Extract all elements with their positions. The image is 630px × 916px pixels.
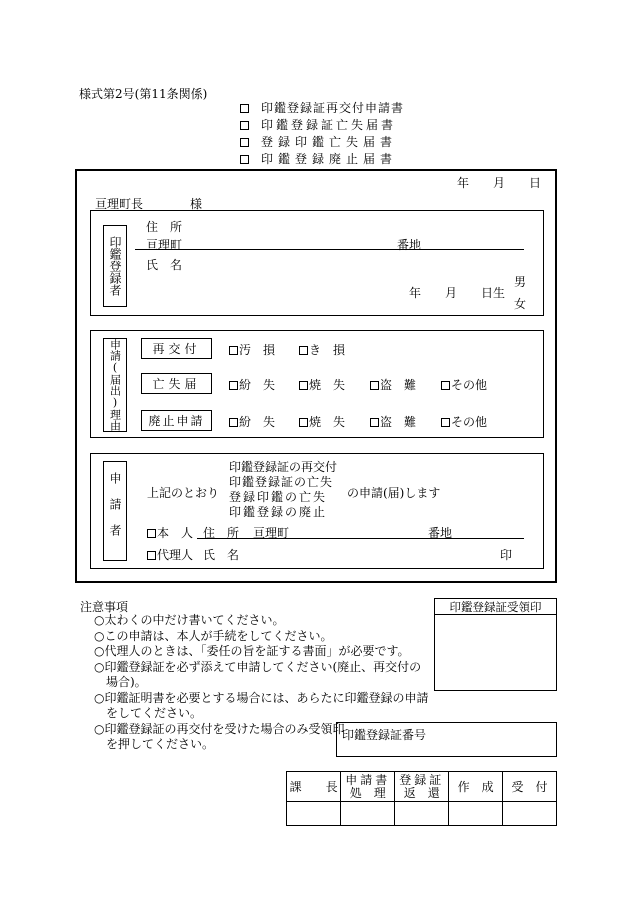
applicant-name-label: 氏 名 [203,548,240,562]
note-item: ○印鑑登録証の再交付を受けた場合のみ受領印を押してください。 [94,721,345,751]
applicant-address-label: 住 所 [203,526,240,540]
reason-option[interactable]: 焼 失 [299,413,345,430]
seal-mark: 印 [500,548,513,562]
reason-option[interactable]: その他 [441,376,487,393]
sama-label: 様 [190,197,203,211]
birth-day: 日生 [481,286,506,300]
registrant-address-label: 住 所 [146,220,183,234]
office-receive-header: 受 付 [503,772,557,802]
checkbox[interactable] [299,381,308,390]
self-option[interactable]: 本 人 [147,524,193,541]
checkbox[interactable] [441,418,450,427]
form-type-abolish[interactable]: 印鑑登録廃止届書 [240,151,404,168]
applicant-address-line[interactable] [197,538,524,539]
reason-option[interactable]: 盗 難 [370,376,416,393]
registrant-address-line[interactable] [135,249,524,250]
mayor-label: 亘理町長 [95,197,144,211]
office-process-header: 申請書 処 理 [341,772,395,802]
office-use-table [286,771,557,826]
reason-type-reissue: 再交付 [141,338,212,359]
form-type-seal-lost[interactable]: 登録印鑑亡失届書 [240,134,404,151]
reason-type-abolish: 廃止申請 [141,410,212,431]
date-day: 日 [529,176,542,190]
reason-type-lost: 亡失届 [141,373,212,394]
office-stamp-cell[interactable] [449,802,503,826]
checkbox[interactable] [229,346,238,355]
reason-label: 申請(届出)理由 [103,338,127,432]
reason-option[interactable]: 焼 失 [299,376,345,393]
sex-male[interactable]: 男 [514,275,527,289]
applicant-label: 申請者 [103,461,127,561]
form-type-reissue[interactable]: 印鑑登録証再交付申請書 [240,100,404,117]
reason-option[interactable]: 紛 失 [229,376,275,393]
checkbox[interactable] [147,529,156,538]
note-item: ○この申請は、本人が手続をしてください。 [94,628,333,643]
registrant-name-label: 氏 名 [146,258,183,272]
applicant-items: 印鑑登録証の再交付 印鑑登録証の亡失 登録印鑑の亡失 印鑑登録の廃止 [229,460,338,519]
apply-text: の申請(届)します [347,486,441,500]
applicant-town: 亘理町 [253,526,290,540]
form-type-card-lost[interactable]: 印鑑登録証亡失届書 [240,117,404,134]
office-stamp-cell[interactable] [341,802,395,826]
applicant-banchi: 番地 [428,526,453,540]
reason-option[interactable]: 盗 難 [370,413,416,430]
birth-year: 年 [409,286,422,300]
checkbox[interactable] [240,155,249,164]
sex-female[interactable]: 女 [514,297,527,311]
card-number-label: 印鑑登録証番号 [342,728,427,742]
office-chief-header: 課 長 [287,772,341,802]
registrant-banchi: 番地 [397,238,422,252]
checkbox[interactable] [240,104,249,113]
checkbox[interactable] [240,138,249,147]
office-stamp-cell[interactable] [287,802,341,826]
note-item: ○太わくの中だけ書いてください。 [94,613,285,627]
birth-month: 月 [445,286,458,300]
checkbox[interactable] [299,346,308,355]
checkbox[interactable] [441,381,450,390]
form-type-list [240,100,404,168]
above-text: 上記のとおり [147,486,220,500]
office-create-header: 作 成 [449,772,503,802]
note-item: ○印鑑証明書を必要とする場合には、あらたに印鑑登録の申請をしてください。 [94,690,429,720]
checkbox[interactable] [240,121,249,130]
office-return-header: 登録証 返 還 [395,772,449,802]
registrant-town: 亘理町 [146,238,183,252]
reason-option[interactable]: 紛 失 [229,413,275,430]
checkbox[interactable] [299,418,308,427]
checkbox[interactable] [370,418,379,427]
notes-title: 注意事項 [80,600,129,614]
office-stamp-cell[interactable] [503,802,557,826]
date-month: 月 [493,176,506,190]
reason-option[interactable]: 汚 損 [229,341,275,358]
registrant-label: 印鑑登録者 [103,225,127,307]
checkbox[interactable] [370,381,379,390]
checkbox[interactable] [229,418,238,427]
note-item: ○代理人のときは、「委任の旨を証する書面」が必要です。 [94,644,410,658]
receipt-stamp-title: 印鑑登録証受領印 [434,598,557,615]
reason-option[interactable]: その他 [441,413,487,430]
date-year: 年 [457,176,470,190]
office-stamp-cell[interactable] [395,802,449,826]
checkbox[interactable] [147,551,156,560]
reason-option[interactable]: き 損 [299,341,345,358]
checkbox[interactable] [229,381,238,390]
note-item: ○印鑑登録証を必ず添えて申請してください(廃止、再交付の場合)。 [94,659,422,689]
agent-option[interactable]: 代理人 [147,546,193,563]
form-number: 様式第2号(第11条関係) [79,87,208,101]
